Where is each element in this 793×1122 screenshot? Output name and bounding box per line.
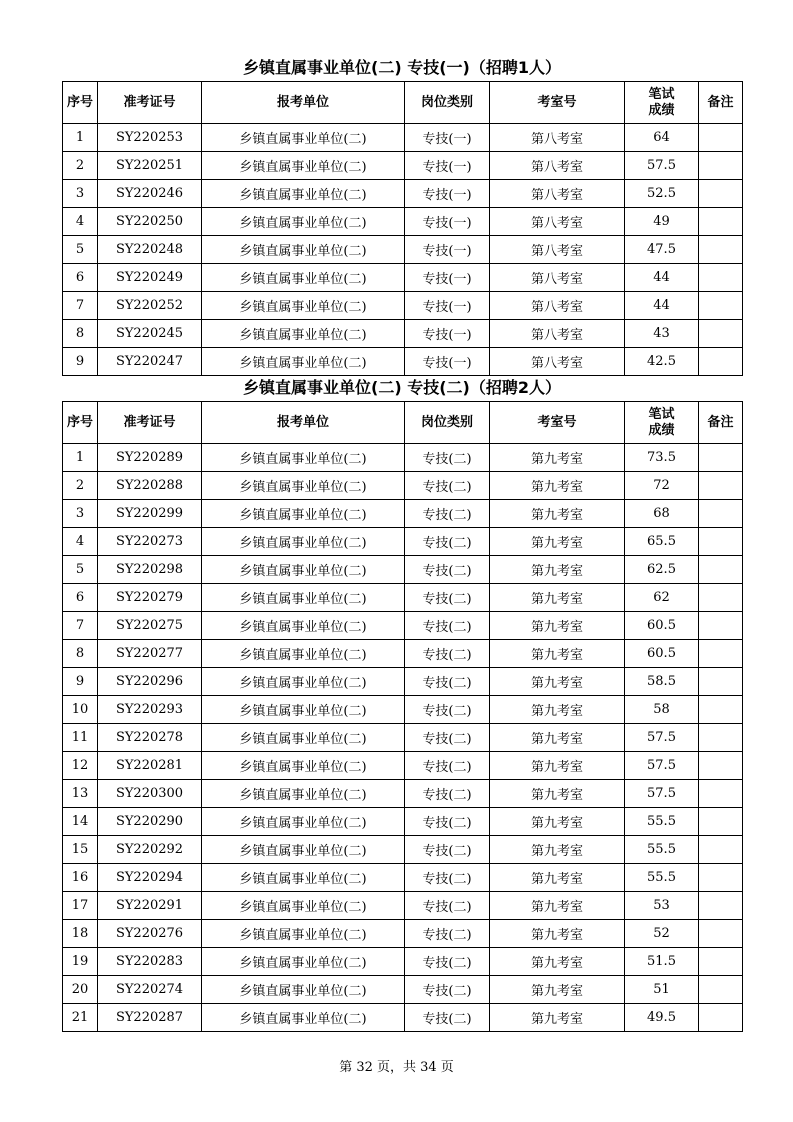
cell-seq: 2 bbox=[63, 472, 98, 500]
table-row bbox=[63, 500, 743, 528]
cell-room: 第八考室 bbox=[490, 124, 625, 152]
cell-score: 55.5 bbox=[625, 808, 699, 836]
table-row bbox=[63, 836, 743, 864]
cell-note bbox=[699, 472, 743, 500]
cell-exam-id: SY220246 bbox=[98, 180, 202, 208]
cell-seq: 1 bbox=[63, 124, 98, 152]
table-row bbox=[63, 556, 743, 584]
cell-post: 专技(一) bbox=[405, 152, 490, 180]
cell-score: 52 bbox=[625, 920, 699, 948]
cell-note bbox=[699, 1004, 743, 1032]
cell-post: 专技(二) bbox=[405, 948, 490, 976]
cell-room: 第九考室 bbox=[490, 1004, 625, 1032]
cell-note bbox=[699, 180, 743, 208]
cell-seq: 6 bbox=[63, 584, 98, 612]
cell-post: 专技(二) bbox=[405, 836, 490, 864]
cell-score: 55.5 bbox=[625, 836, 699, 864]
cell-seq: 19 bbox=[63, 948, 98, 976]
cell-post: 专技(二) bbox=[405, 752, 490, 780]
cell-unit: 乡镇直属事业单位(二) bbox=[202, 1004, 405, 1032]
cell-room: 第九考室 bbox=[490, 724, 625, 752]
cell-unit: 乡镇直属事业单位(二) bbox=[202, 948, 405, 976]
cell-post: 专技(一) bbox=[405, 208, 490, 236]
table-row bbox=[63, 348, 743, 376]
cell-exam-id: SY220249 bbox=[98, 264, 202, 292]
table-row bbox=[63, 920, 743, 948]
table-row bbox=[63, 444, 743, 472]
cell-exam-id: SY220252 bbox=[98, 292, 202, 320]
cell-unit: 乡镇直属事业单位(二) bbox=[202, 180, 405, 208]
cell-room: 第九考室 bbox=[490, 780, 625, 808]
cell-note bbox=[699, 264, 743, 292]
column-header-exam-id: 准考证号 bbox=[98, 402, 202, 444]
column-header-note: 备注 bbox=[699, 402, 743, 444]
cell-score: 60.5 bbox=[625, 612, 699, 640]
page-footer: 第 32 页，共 34 页 bbox=[339, 1060, 454, 1075]
cell-room: 第九考室 bbox=[490, 808, 625, 836]
cell-unit: 乡镇直属事业单位(二) bbox=[202, 696, 405, 724]
cell-unit: 乡镇直属事业单位(二) bbox=[202, 836, 405, 864]
table-row bbox=[63, 292, 743, 320]
cell-unit: 乡镇直属事业单位(二) bbox=[202, 808, 405, 836]
cell-exam-id: SY220292 bbox=[98, 836, 202, 864]
cell-post: 专技(二) bbox=[405, 724, 490, 752]
cell-score: 72 bbox=[625, 472, 699, 500]
cell-post: 专技(二) bbox=[405, 808, 490, 836]
column-header-note: 备注 bbox=[699, 82, 743, 124]
cell-post: 专技(一) bbox=[405, 264, 490, 292]
cell-unit: 乡镇直属事业单位(二) bbox=[202, 976, 405, 1004]
table-row bbox=[63, 1004, 743, 1032]
cell-post: 专技(二) bbox=[405, 612, 490, 640]
cell-room: 第九考室 bbox=[490, 556, 625, 584]
table-row bbox=[63, 864, 743, 892]
cell-seq: 3 bbox=[63, 500, 98, 528]
cell-exam-id: SY220288 bbox=[98, 472, 202, 500]
table-row bbox=[63, 668, 743, 696]
cell-room: 第九考室 bbox=[490, 892, 625, 920]
cell-exam-id: SY220298 bbox=[98, 556, 202, 584]
cell-unit: 乡镇直属事业单位(二) bbox=[202, 500, 405, 528]
cell-seq: 14 bbox=[63, 808, 98, 836]
cell-post: 专技(二) bbox=[405, 780, 490, 808]
column-header-post: 岗位类别 bbox=[405, 82, 490, 124]
column-header-unit: 报考单位 bbox=[202, 82, 405, 124]
cell-room: 第九考室 bbox=[490, 612, 625, 640]
cell-unit: 乡镇直属事业单位(二) bbox=[202, 236, 405, 264]
table-row bbox=[63, 152, 743, 180]
cell-score: 60.5 bbox=[625, 640, 699, 668]
cell-seq: 21 bbox=[63, 1004, 98, 1032]
cell-unit: 乡镇直属事业单位(二) bbox=[202, 668, 405, 696]
cell-unit: 乡镇直属事业单位(二) bbox=[202, 124, 405, 152]
cell-note bbox=[699, 696, 743, 724]
cell-exam-id: SY220275 bbox=[98, 612, 202, 640]
cell-post: 专技(二) bbox=[405, 864, 490, 892]
cell-unit: 乡镇直属事业单位(二) bbox=[202, 864, 405, 892]
cell-room: 第九考室 bbox=[490, 752, 625, 780]
cell-seq: 7 bbox=[63, 292, 98, 320]
table-row bbox=[63, 976, 743, 1004]
cell-unit: 乡镇直属事业单位(二) bbox=[202, 292, 405, 320]
cell-score: 68 bbox=[625, 500, 699, 528]
column-header-score: 笔试 成绩 bbox=[625, 402, 699, 444]
cell-room: 第九考室 bbox=[490, 668, 625, 696]
section-title: 乡镇直属事业单位(二) 专技(二)（招聘2人） bbox=[243, 378, 561, 397]
cell-post: 专技(二) bbox=[405, 444, 490, 472]
cell-unit: 乡镇直属事业单位(二) bbox=[202, 752, 405, 780]
cell-room: 第九考室 bbox=[490, 920, 625, 948]
cell-unit: 乡镇直属事业单位(二) bbox=[202, 892, 405, 920]
cell-note bbox=[699, 124, 743, 152]
table-row bbox=[63, 780, 743, 808]
cell-note bbox=[699, 556, 743, 584]
cell-note bbox=[699, 500, 743, 528]
cell-post: 专技(一) bbox=[405, 292, 490, 320]
cell-score: 58 bbox=[625, 696, 699, 724]
cell-exam-id: SY220299 bbox=[98, 500, 202, 528]
cell-exam-id: SY220277 bbox=[98, 640, 202, 668]
cell-exam-id: SY220247 bbox=[98, 348, 202, 376]
column-header-post: 岗位类别 bbox=[405, 402, 490, 444]
cell-note bbox=[699, 152, 743, 180]
cell-exam-id: SY220283 bbox=[98, 948, 202, 976]
cell-exam-id: SY220291 bbox=[98, 892, 202, 920]
cell-post: 专技(二) bbox=[405, 472, 490, 500]
cell-post: 专技(二) bbox=[405, 696, 490, 724]
table-row bbox=[63, 808, 743, 836]
cell-post: 专技(一) bbox=[405, 236, 490, 264]
cell-unit: 乡镇直属事业单位(二) bbox=[202, 264, 405, 292]
cell-unit: 乡镇直属事业单位(二) bbox=[202, 556, 405, 584]
cell-unit: 乡镇直属事业单位(二) bbox=[202, 780, 405, 808]
cell-room: 第九考室 bbox=[490, 864, 625, 892]
cell-exam-id: SY220290 bbox=[98, 808, 202, 836]
cell-seq: 1 bbox=[63, 444, 98, 472]
section-title: 乡镇直属事业单位(二) 专技(一)（招聘1人） bbox=[243, 58, 561, 77]
cell-score: 47.5 bbox=[625, 236, 699, 264]
cell-note bbox=[699, 292, 743, 320]
cell-exam-id: SY220293 bbox=[98, 696, 202, 724]
cell-seq: 16 bbox=[63, 864, 98, 892]
cell-room: 第九考室 bbox=[490, 948, 625, 976]
table-row bbox=[63, 752, 743, 780]
cell-post: 专技(一) bbox=[405, 124, 490, 152]
cell-post: 专技(二) bbox=[405, 1004, 490, 1032]
cell-seq: 5 bbox=[63, 556, 98, 584]
cell-note bbox=[699, 236, 743, 264]
table-row bbox=[63, 696, 743, 724]
column-header-score: 笔试 成绩 bbox=[625, 82, 699, 124]
cell-unit: 乡镇直属事业单位(二) bbox=[202, 920, 405, 948]
cell-room: 第九考室 bbox=[490, 976, 625, 1004]
cell-room: 第八考室 bbox=[490, 236, 625, 264]
cell-unit: 乡镇直属事业单位(二) bbox=[202, 640, 405, 668]
cell-post: 专技(二) bbox=[405, 528, 490, 556]
cell-score: 57.5 bbox=[625, 780, 699, 808]
cell-post: 专技(二) bbox=[405, 500, 490, 528]
cell-note bbox=[699, 612, 743, 640]
cell-seq: 15 bbox=[63, 836, 98, 864]
cell-note bbox=[699, 836, 743, 864]
cell-seq: 13 bbox=[63, 780, 98, 808]
cell-score: 62 bbox=[625, 584, 699, 612]
results-table bbox=[62, 401, 743, 1032]
cell-room: 第九考室 bbox=[490, 696, 625, 724]
cell-score: 53 bbox=[625, 892, 699, 920]
cell-note bbox=[699, 640, 743, 668]
cell-note bbox=[699, 208, 743, 236]
cell-note bbox=[699, 584, 743, 612]
cell-seq: 8 bbox=[63, 640, 98, 668]
cell-post: 专技(一) bbox=[405, 180, 490, 208]
cell-post: 专技(二) bbox=[405, 920, 490, 948]
cell-exam-id: SY220273 bbox=[98, 528, 202, 556]
cell-exam-id: SY220278 bbox=[98, 724, 202, 752]
cell-seq: 11 bbox=[63, 724, 98, 752]
cell-note bbox=[699, 320, 743, 348]
cell-room: 第九考室 bbox=[490, 836, 625, 864]
cell-score: 43 bbox=[625, 320, 699, 348]
cell-score: 49.5 bbox=[625, 1004, 699, 1032]
cell-note bbox=[699, 920, 743, 948]
table-row bbox=[63, 948, 743, 976]
table-row bbox=[63, 640, 743, 668]
cell-room: 第九考室 bbox=[490, 472, 625, 500]
cell-exam-id: SY220250 bbox=[98, 208, 202, 236]
cell-note bbox=[699, 668, 743, 696]
table-row bbox=[63, 472, 743, 500]
cell-room: 第九考室 bbox=[490, 528, 625, 556]
cell-note bbox=[699, 808, 743, 836]
table-row bbox=[63, 724, 743, 752]
cell-room: 第八考室 bbox=[490, 208, 625, 236]
cell-exam-id: SY220287 bbox=[98, 1004, 202, 1032]
cell-room: 第八考室 bbox=[490, 264, 625, 292]
cell-exam-id: SY220248 bbox=[98, 236, 202, 264]
cell-score: 57.5 bbox=[625, 152, 699, 180]
cell-score: 51 bbox=[625, 976, 699, 1004]
cell-room: 第九考室 bbox=[490, 500, 625, 528]
cell-score: 73.5 bbox=[625, 444, 699, 472]
cell-room: 第八考室 bbox=[490, 152, 625, 180]
cell-score: 62.5 bbox=[625, 556, 699, 584]
cell-note bbox=[699, 948, 743, 976]
cell-unit: 乡镇直属事业单位(二) bbox=[202, 528, 405, 556]
cell-post: 专技(一) bbox=[405, 348, 490, 376]
cell-score: 52.5 bbox=[625, 180, 699, 208]
table-row bbox=[63, 584, 743, 612]
table-row bbox=[63, 264, 743, 292]
cell-note bbox=[699, 724, 743, 752]
cell-post: 专技(二) bbox=[405, 556, 490, 584]
cell-exam-id: SY220253 bbox=[98, 124, 202, 152]
cell-exam-id: SY220289 bbox=[98, 444, 202, 472]
cell-unit: 乡镇直属事业单位(二) bbox=[202, 724, 405, 752]
cell-post: 专技(二) bbox=[405, 668, 490, 696]
cell-seq: 4 bbox=[63, 528, 98, 556]
cell-seq: 3 bbox=[63, 180, 98, 208]
cell-room: 第八考室 bbox=[490, 292, 625, 320]
cell-note bbox=[699, 752, 743, 780]
cell-post: 专技(一) bbox=[405, 320, 490, 348]
cell-room: 第八考室 bbox=[490, 348, 625, 376]
cell-note bbox=[699, 864, 743, 892]
cell-exam-id: SY220300 bbox=[98, 780, 202, 808]
results-table bbox=[62, 81, 743, 376]
table-row bbox=[63, 320, 743, 348]
cell-post: 专技(二) bbox=[405, 892, 490, 920]
cell-unit: 乡镇直属事业单位(二) bbox=[202, 152, 405, 180]
cell-seq: 5 bbox=[63, 236, 98, 264]
cell-note bbox=[699, 892, 743, 920]
cell-exam-id: SY220274 bbox=[98, 976, 202, 1004]
cell-note bbox=[699, 444, 743, 472]
cell-exam-id: SY220296 bbox=[98, 668, 202, 696]
cell-room: 第九考室 bbox=[490, 640, 625, 668]
table-row bbox=[63, 892, 743, 920]
column-header-unit: 报考单位 bbox=[202, 402, 405, 444]
cell-unit: 乡镇直属事业单位(二) bbox=[202, 208, 405, 236]
cell-seq: 12 bbox=[63, 752, 98, 780]
table-row bbox=[63, 236, 743, 264]
cell-note bbox=[699, 780, 743, 808]
cell-exam-id: SY220294 bbox=[98, 864, 202, 892]
cell-score: 58.5 bbox=[625, 668, 699, 696]
cell-score: 57.5 bbox=[625, 724, 699, 752]
cell-note bbox=[699, 976, 743, 1004]
cell-unit: 乡镇直属事业单位(二) bbox=[202, 612, 405, 640]
cell-unit: 乡镇直属事业单位(二) bbox=[202, 444, 405, 472]
cell-exam-id: SY220281 bbox=[98, 752, 202, 780]
cell-seq: 20 bbox=[63, 976, 98, 1004]
cell-seq: 4 bbox=[63, 208, 98, 236]
column-header-seq: 序号 bbox=[63, 82, 98, 124]
cell-score: 44 bbox=[625, 264, 699, 292]
cell-room: 第八考室 bbox=[490, 180, 625, 208]
cell-seq: 9 bbox=[63, 668, 98, 696]
cell-score: 42.5 bbox=[625, 348, 699, 376]
cell-score: 57.5 bbox=[625, 752, 699, 780]
cell-room: 第九考室 bbox=[490, 444, 625, 472]
cell-room: 第八考室 bbox=[490, 320, 625, 348]
cell-exam-id: SY220279 bbox=[98, 584, 202, 612]
column-header-room: 考室号 bbox=[490, 402, 625, 444]
cell-post: 专技(二) bbox=[405, 976, 490, 1004]
cell-score: 65.5 bbox=[625, 528, 699, 556]
cell-score: 44 bbox=[625, 292, 699, 320]
table-row bbox=[63, 180, 743, 208]
cell-seq: 2 bbox=[63, 152, 98, 180]
cell-exam-id: SY220245 bbox=[98, 320, 202, 348]
table-row bbox=[63, 208, 743, 236]
cell-note bbox=[699, 528, 743, 556]
cell-post: 专技(二) bbox=[405, 584, 490, 612]
cell-seq: 7 bbox=[63, 612, 98, 640]
cell-unit: 乡镇直属事业单位(二) bbox=[202, 584, 405, 612]
cell-unit: 乡镇直属事业单位(二) bbox=[202, 472, 405, 500]
column-header-exam-id: 准考证号 bbox=[98, 82, 202, 124]
cell-seq: 17 bbox=[63, 892, 98, 920]
cell-score: 55.5 bbox=[625, 864, 699, 892]
cell-unit: 乡镇直属事业单位(二) bbox=[202, 320, 405, 348]
cell-exam-id: SY220276 bbox=[98, 920, 202, 948]
cell-score: 64 bbox=[625, 124, 699, 152]
table-row bbox=[63, 124, 743, 152]
cell-seq: 10 bbox=[63, 696, 98, 724]
cell-exam-id: SY220251 bbox=[98, 152, 202, 180]
cell-seq: 8 bbox=[63, 320, 98, 348]
cell-seq: 9 bbox=[63, 348, 98, 376]
cell-score: 49 bbox=[625, 208, 699, 236]
cell-seq: 18 bbox=[63, 920, 98, 948]
column-header-seq: 序号 bbox=[63, 402, 98, 444]
cell-note bbox=[699, 348, 743, 376]
table-row bbox=[63, 528, 743, 556]
cell-unit: 乡镇直属事业单位(二) bbox=[202, 348, 405, 376]
table-row bbox=[63, 612, 743, 640]
cell-post: 专技(二) bbox=[405, 640, 490, 668]
cell-room: 第九考室 bbox=[490, 584, 625, 612]
cell-seq: 6 bbox=[63, 264, 98, 292]
cell-score: 51.5 bbox=[625, 948, 699, 976]
column-header-room: 考室号 bbox=[490, 82, 625, 124]
